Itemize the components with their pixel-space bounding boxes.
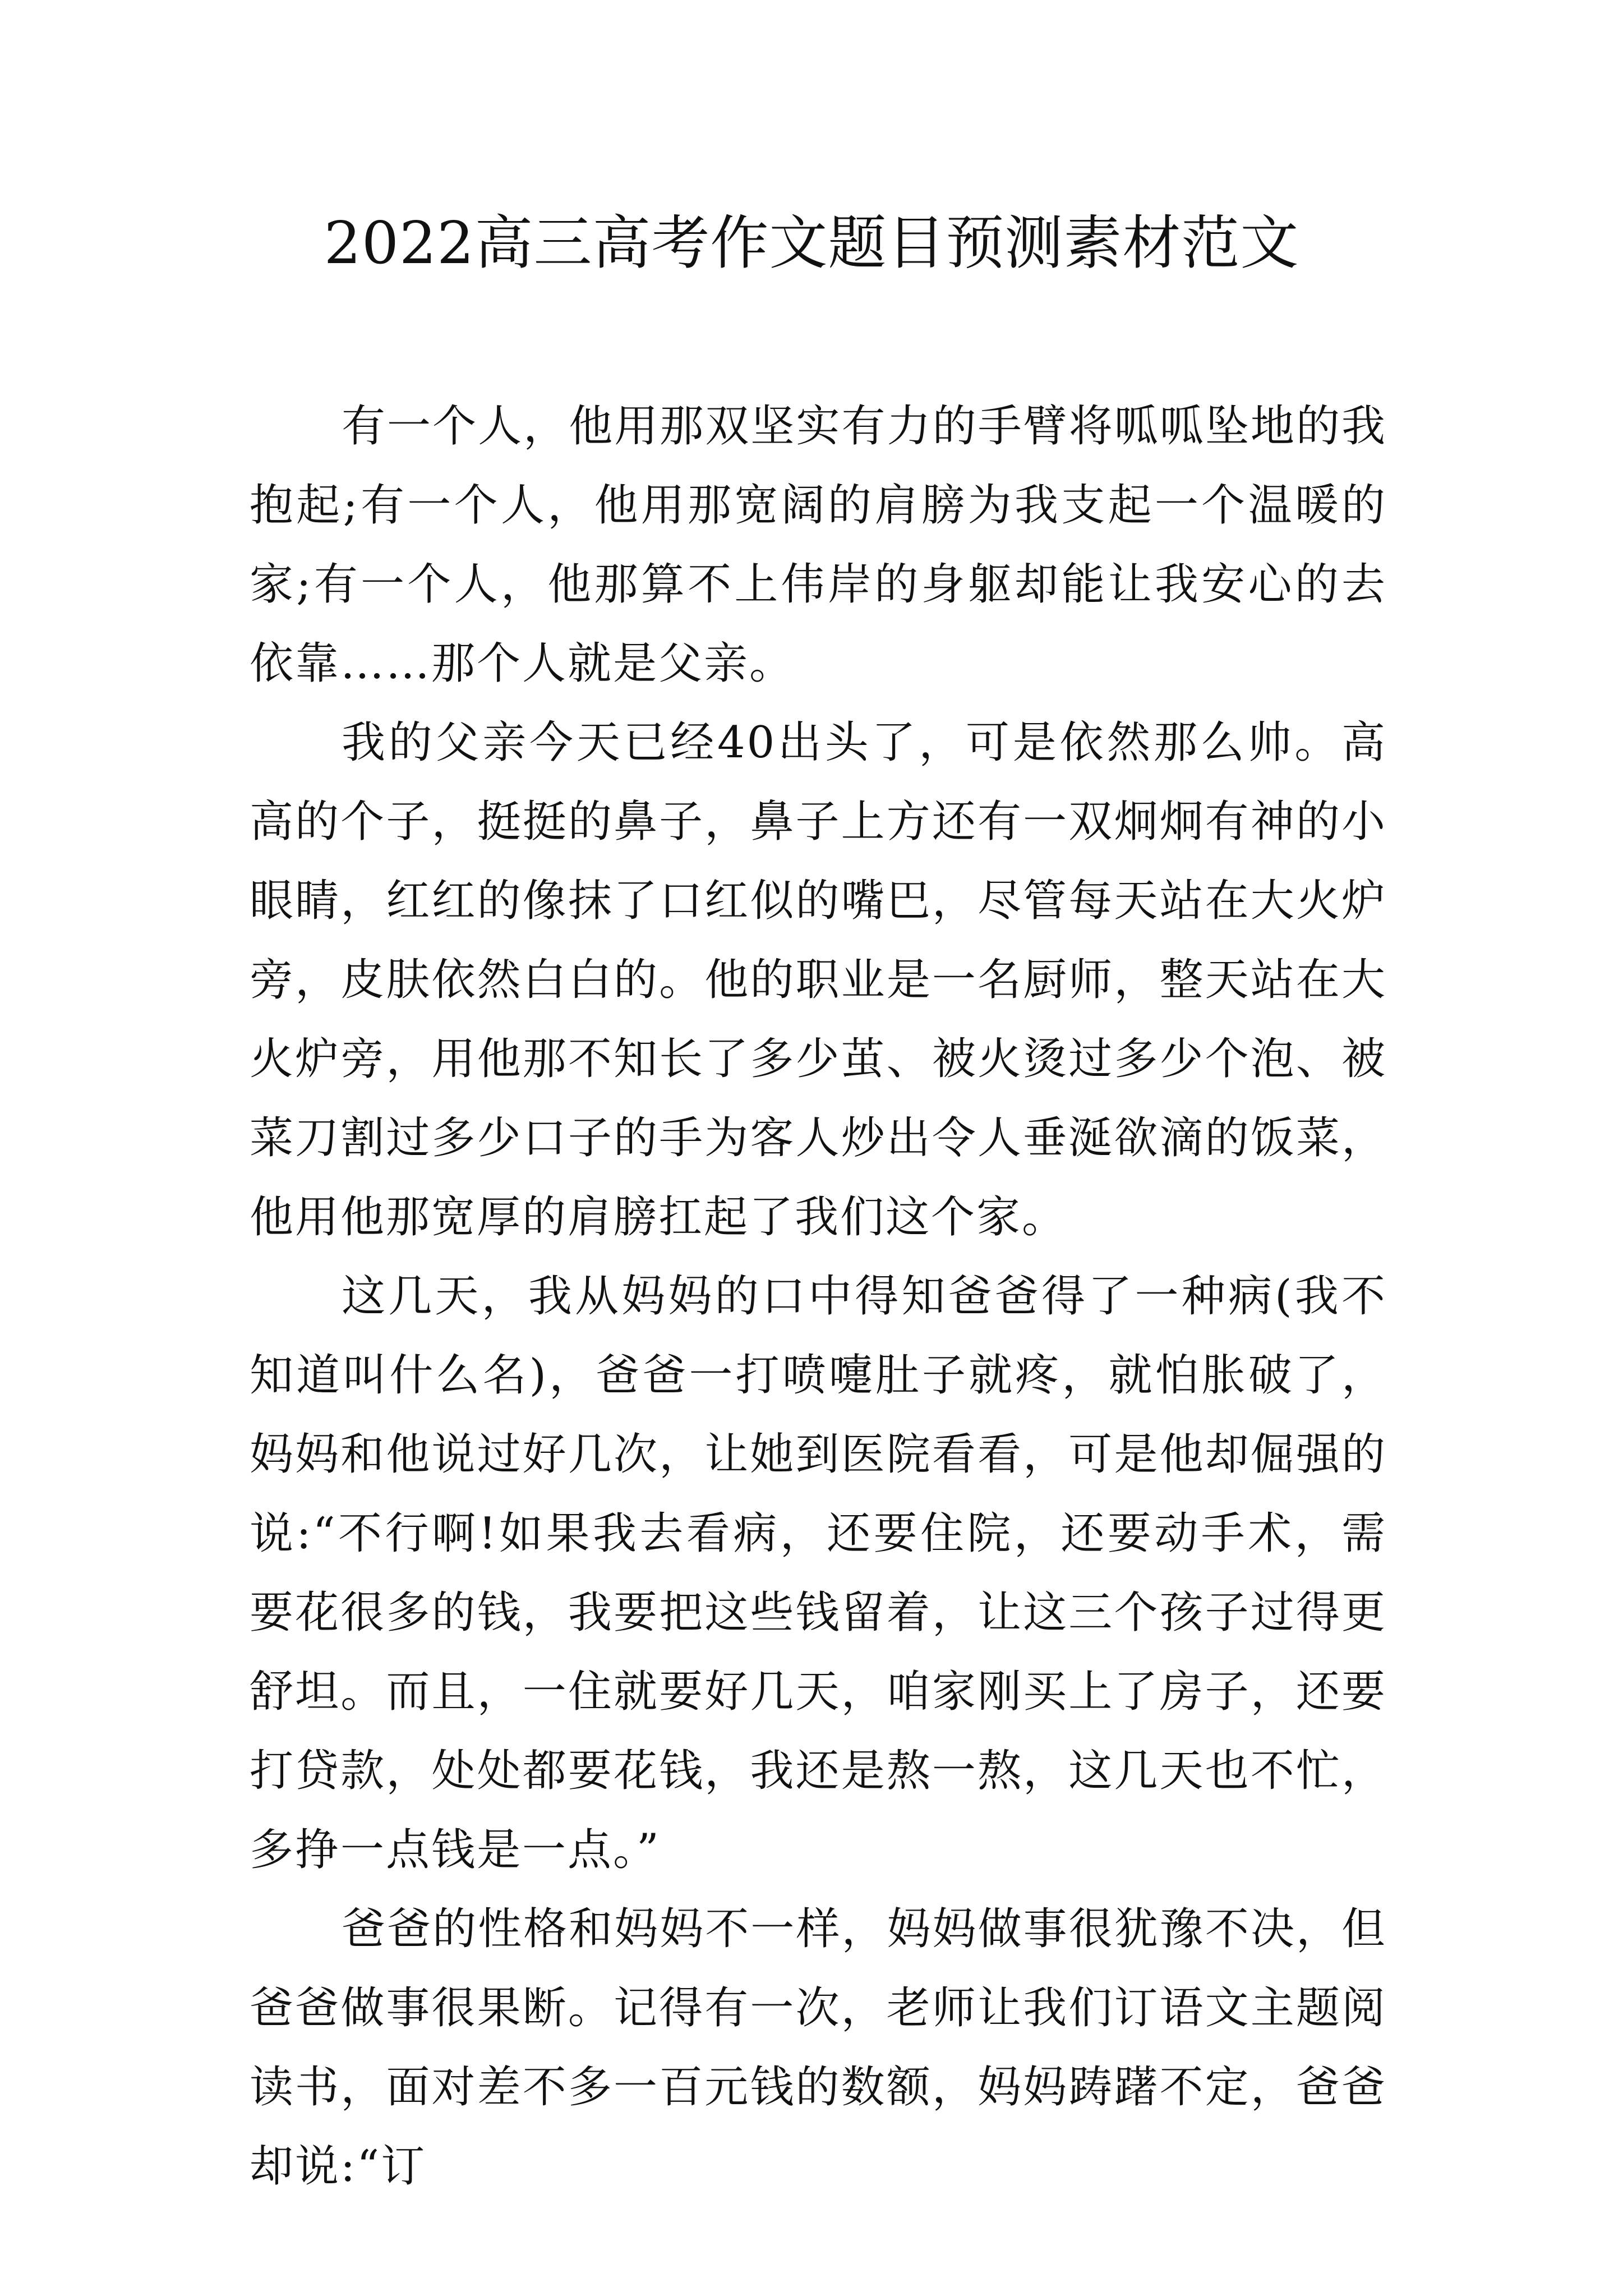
document-title: 2022高三高考作文题目预测素材范文 [324, 209, 1299, 277]
paragraph-4: 爸爸的性格和妈妈不一样，妈妈做事很犹豫不决，但爸爸做事很果断。记得有一次，老师让我们订语文主题阅读书，面对差不多一百元钱的数额，妈妈踌躇不定，爸爸却说:“订 [250, 1904, 1387, 2192]
paragraph-3: 这几天，我从妈妈的口中得知爸爸得了一种病(我不知道叫什么名)，爸爸一打喷嚏肚子就疼，就怕胀破了，妈妈和他说过好几次，让她到医院看看，可是他却倔强的说:“不行啊!如果我去看病，还要住院，还要动手术，需要花很多的钱，我要把这些钱留着，让这三个孩子过得更舒坦。而且，一住就要好几天，咱家刚买上了房子，还要打贷款，处处都要花钱，我还是熬一熬，这几天也不忙，多挣一点钱是一点。” [250, 1271, 1387, 1875]
paragraph-2: 我的父亲今天已经40出头了，可是依然那么帅。高高的个子，挺挺的鼻子，鼻子上方还有一双炯炯有神的小眼睛，红红的像抹了口红似的嘴巴，尽管每天站在大火炉旁，皮肤依然白白的。他的职业是一名厨师，整天站在大火炉旁，用他那不知长了多少茧、被火烫过多少个泡、被菜刀割过多少口子的手为客人炒出令人垂涎欲滴的饭菜，他用他那宽厚的肩膀扛起了我们这个家。 [250, 717, 1387, 1243]
document-body [250, 387, 1387, 2206]
paragraph-1: 有一个人，他用那双坚实有力的手臂将呱呱坠地的我抱起;有一个人，他用那宽阔的肩膀为我支起一个温暖的家;有一个人，他那算不上伟岸的身躯却能让我安心的去依靠……那个人就是父亲。 [250, 401, 1387, 689]
